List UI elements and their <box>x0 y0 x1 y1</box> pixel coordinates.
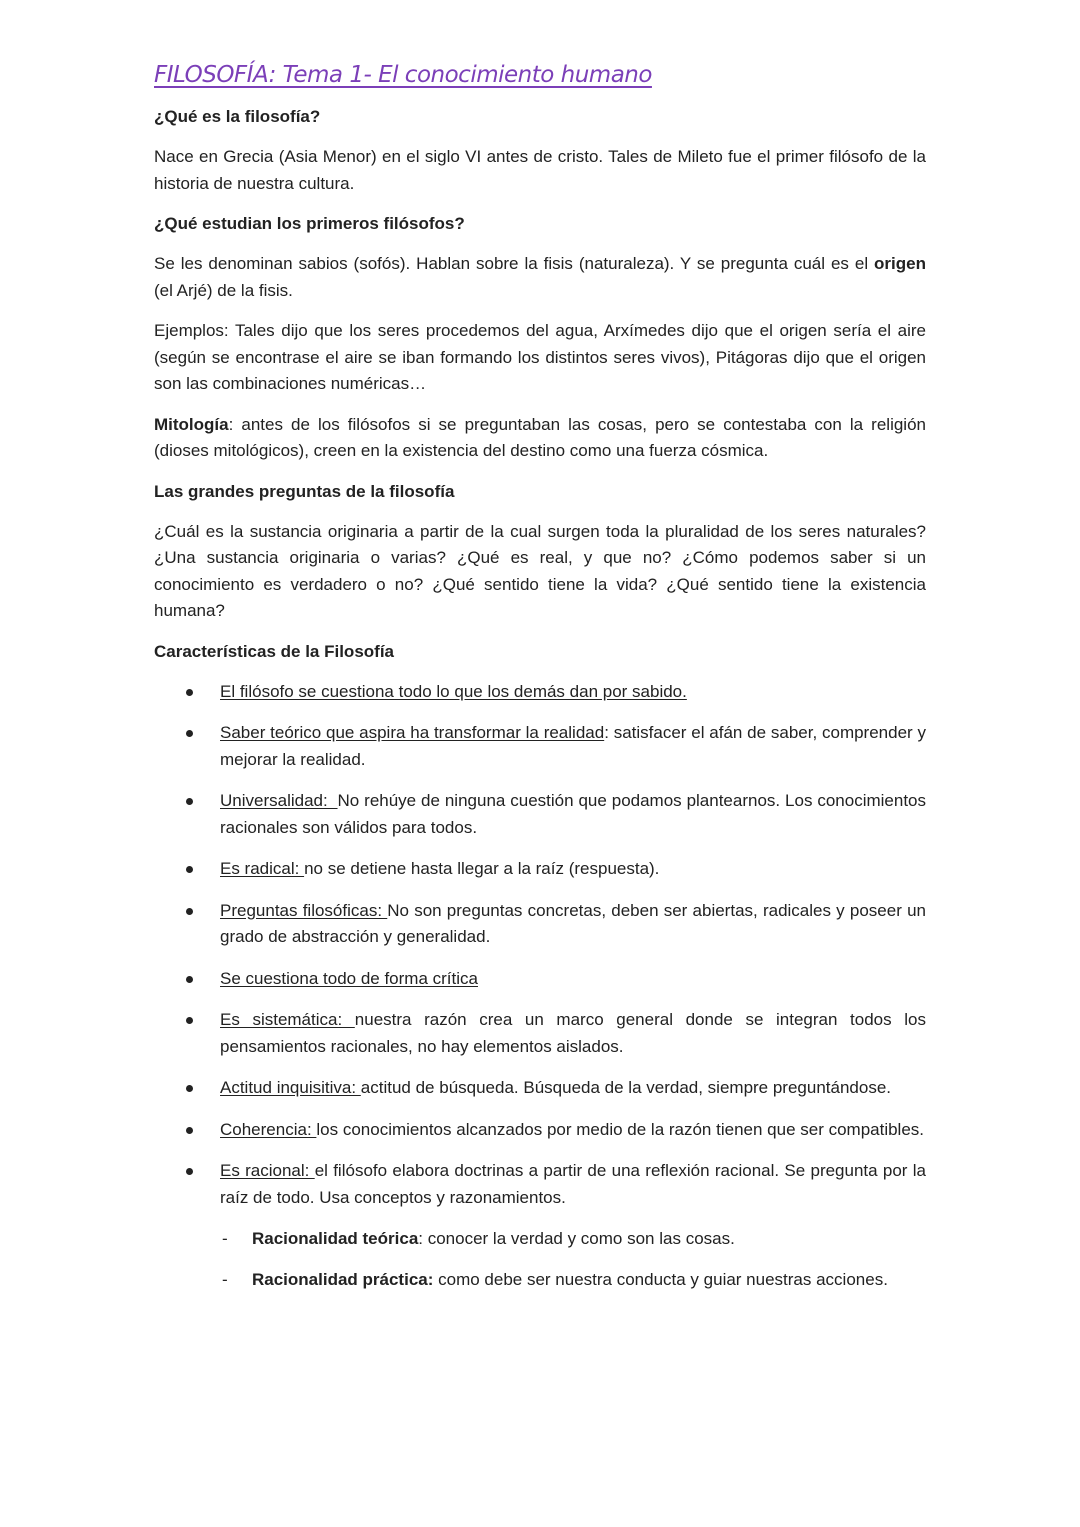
paragraph-sabios-text: Se les denominan sabios (sofós). Hablan sobre la fisis (naturaleza). Y se pregunta cuál es el <box>154 254 875 273</box>
bullet-icon <box>186 730 193 737</box>
list-item-text: No son preguntas concretas, deben ser abiertas, radicales y poseer un grado de abstracción y generalidad. <box>220 900 926 946</box>
dash-marker: - <box>222 1269 228 1289</box>
list-item-text: actitud de búsqueda. Búsqueda de la verdad, siempre preguntándose. <box>360 1078 892 1097</box>
mitologia-text: : antes de los filósofos si se preguntaban las cosas, pero se contestaba con la religión (dioses mitológicos), creen en la existencia del destino como una fuerza cósmica. <box>154 414 926 460</box>
paragraph-origen-filosofia: Nace en Grecia (Asia Menor) en el siglo VI antes de cristo. Tales de Mileto fue el primer filósofo de la historia de nuestra cultura. <box>154 147 926 193</box>
bullet-icon <box>186 1127 193 1134</box>
bullet-icon <box>186 1017 193 1024</box>
bullet-icon <box>186 976 193 983</box>
sub-list-item-label: Racionalidad práctica: <box>252 1269 434 1289</box>
heading-grandes-preguntas: Las grandes preguntas de la filosofía <box>154 481 455 501</box>
list-item <box>154 1158 926 1211</box>
list-item-text: el filósofo elabora doctrinas a partir de una reflexión racional. Se pregunta por la raíz de todo. Usa conceptos y razonamientos. <box>220 1161 926 1207</box>
list-item-text: : satisfacer el afán de saber, comprender y mejorar la realidad. <box>220 723 926 769</box>
list-item-label: El filósofo se cuestiona todo lo que los demás dan por sabido. <box>220 681 687 701</box>
list-item-label: Actitud inquisitiva: <box>220 1078 361 1097</box>
mitologia-term: Mitología <box>154 414 229 434</box>
bullet-icon <box>186 689 193 696</box>
sub-list-item-text: como debe ser nuestra conducta y guiar nuestras acciones. <box>433 1269 888 1289</box>
sub-list-item <box>154 1267 926 1294</box>
list-item <box>154 1007 926 1060</box>
bullet-icon <box>186 1168 193 1175</box>
list-item <box>154 1117 926 1144</box>
list-item-label: Coherencia: <box>220 1119 317 1139</box>
sub-list-item-text: : conocer la verdad y como son las cosas. <box>418 1229 735 1248</box>
list-item <box>154 898 926 951</box>
list-item-label: Es sistemática: <box>220 1010 355 1029</box>
sub-list-item <box>154 1226 926 1253</box>
list-item <box>154 788 926 841</box>
list-item-text: los conocimientos alcanzados por medio de la razón tienen que ser compatibles. <box>316 1119 925 1139</box>
bullet-icon <box>186 866 193 873</box>
list-item-label: Saber teórico que aspira ha transformar la realidad <box>220 723 605 742</box>
page-title: FILOSOFÍA: Tema 1- El conocimiento humano <box>154 62 652 88</box>
list-item-label: Es radical: <box>220 859 305 878</box>
bullet-icon <box>186 908 193 915</box>
list-item-label: Preguntas filosóficas: <box>220 900 388 920</box>
list-item <box>154 679 926 706</box>
paragraph-mitologia <box>154 412 926 465</box>
paragraph-sabios-bold: origen <box>874 254 926 273</box>
list-item <box>154 1075 926 1102</box>
bullet-icon <box>186 798 193 805</box>
paragraph-sabios-end: (el Arjé) de la fisis. <box>154 280 293 300</box>
paragraph-grandes-preguntas: ¿Cuál es la sustancia originaria a partir de la cual surgen toda la pluralidad de los seres naturales? ¿Una sustancia originaria o varias? ¿Qué es real, y que no? ¿Cómo podemos saber si un conocimiento es verdadero o no? ¿Qué sentido tiene la vida? ¿Qué sentido tiene la existencia humana? <box>154 521 926 620</box>
paragraph-ejemplos: Ejemplos: Tales dijo que los seres procedemos del agua, Arxímedes dijo que el origen sería el aire (según se encontrase el aire se iban formando los distintos seres vivos), Pitágoras dijo que el origen son las combinaciones numéricas… <box>154 321 926 393</box>
rationality-sublist <box>154 1226 926 1293</box>
heading-primeros-filosofos: ¿Qué estudian los primeros filósofos? <box>154 214 465 233</box>
list-item-label: Se cuestiona todo de forma crítica <box>220 968 478 988</box>
list-item-label: Universalidad: <box>220 791 338 810</box>
dash-marker: - <box>222 1229 228 1248</box>
heading-que-es-filosofia: ¿Qué es la filosofía? <box>154 107 321 126</box>
list-item <box>154 966 926 993</box>
list-item-label: Es racional: <box>220 1161 315 1180</box>
heading-caracteristicas: Características de la Filosofía <box>154 641 394 661</box>
list-item <box>154 720 926 773</box>
list-item-text: no se detiene hasta llegar a la raíz (respuesta). <box>304 859 660 878</box>
list-item <box>154 856 926 883</box>
list-item-text: nuestra razón crea un marco general donde se integran todos los pensamientos racionales, no hay elementos aislados. <box>220 1010 926 1056</box>
list-item-text: No rehúye de ninguna cuestión que podamos plantearnos. Los conocimientos racionales son válidos para todos. <box>220 791 927 837</box>
bullet-icon <box>186 1085 193 1092</box>
sub-list-item-label: Racionalidad teórica <box>252 1229 419 1248</box>
paragraph-sabios <box>154 251 926 304</box>
characteristics-list <box>154 679 926 1212</box>
